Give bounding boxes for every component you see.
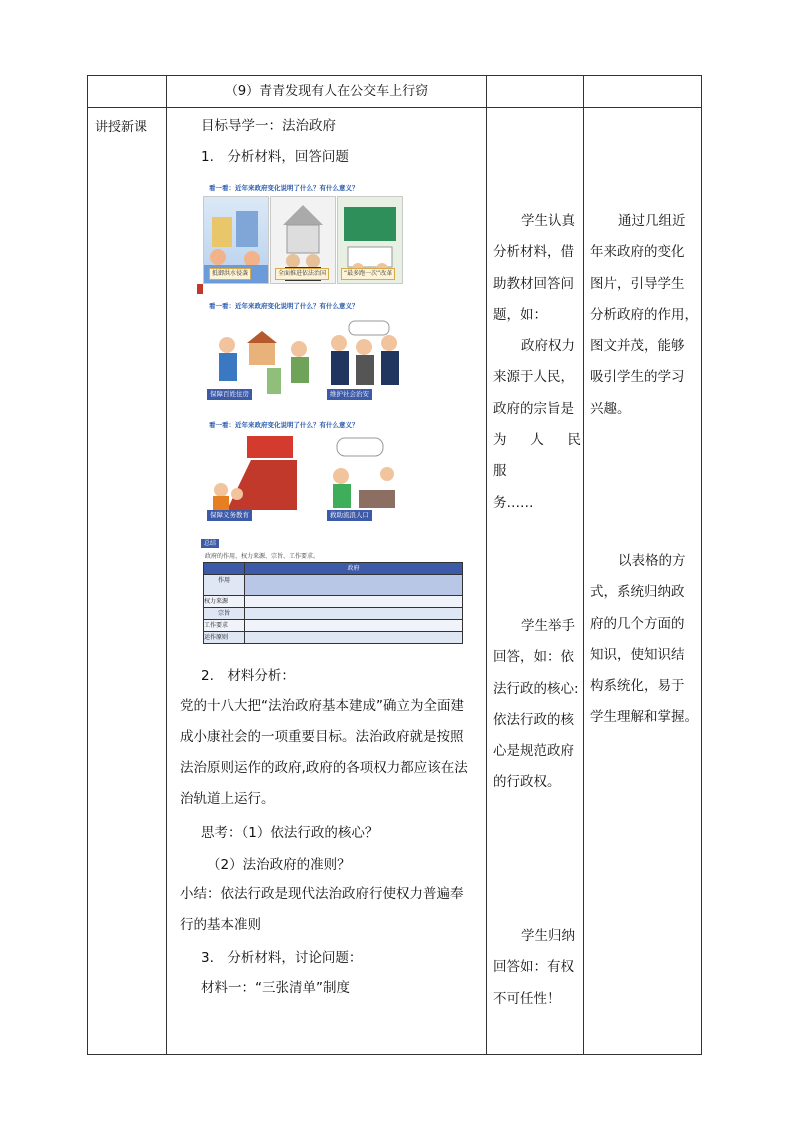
student-block-2	[493, 611, 581, 799]
figure-question-2: 看一看：近年来政府变化说明了什么？有什么意义？	[209, 302, 359, 310]
student-line: 不可任性！	[493, 990, 561, 1007]
think-question-1: 思考：（1）依法行政的核心？	[201, 825, 379, 841]
caption-2-2: 维护社会治安	[327, 389, 372, 400]
student-line: 心是规范政府	[493, 743, 574, 760]
caption-3-1: 保障义务教育	[207, 510, 252, 521]
design-block-2	[590, 546, 700, 734]
header-empty-cell	[88, 76, 167, 108]
caption-1-1: 抵御洪水侵袭	[209, 268, 251, 280]
material-paragraph	[180, 691, 474, 815]
design-line: 知识，使知识结	[590, 646, 685, 663]
header-empty-cell	[584, 76, 702, 108]
student-line: 政府权力	[521, 338, 575, 355]
design-line: 式，系统归纳政	[590, 584, 685, 601]
design-line: 图片，引导学生	[590, 275, 685, 292]
item-3: 3. 分析材料，讨论问题：	[201, 950, 363, 966]
caption-1-2: 全面推进依法治国	[275, 268, 329, 280]
summary-text: 政府的作用、权力来源、宗旨、工作要求。	[205, 553, 320, 560]
material-1: 材料一：“三张清单”制度	[201, 980, 350, 996]
design-line: 分析政府的作用，	[590, 306, 698, 323]
header-title: （9）青青发现有人在公交车上行窃	[224, 84, 429, 99]
teaching-row	[88, 108, 702, 1055]
design-line: 府的几个方面的	[590, 615, 685, 632]
summary-row-label: 运作原则	[204, 632, 245, 644]
item-2: 2. 材料分析：	[201, 668, 295, 684]
item-1: 1. 分析材料，回答问题	[201, 149, 349, 165]
caption-2-1: 保障百姓住房	[207, 389, 252, 400]
table-header-row	[88, 76, 702, 108]
student-line: 学生举手	[521, 618, 575, 634]
student-line: 学生归纳	[521, 928, 575, 944]
summary-row-label: 作用	[204, 575, 245, 596]
student-block-1	[493, 206, 595, 519]
caption-1-3: “最多跑一次”改革	[341, 268, 395, 280]
student-line: 来源于人民，	[493, 369, 574, 386]
student-line: 法行政的核心:	[493, 680, 579, 697]
design-intent-cell	[584, 108, 702, 1055]
student-line: 题，如：	[493, 306, 547, 323]
summary-tag: 总结	[201, 539, 219, 548]
material-paragraph-text: 党的十八大把“法治政府基本建成”确立为全面建成小康社会的一项重要目标。法治政府就是按照法治原则运作的政府,政府的各项权力都应该在法治轨道上运行。	[180, 698, 468, 807]
section-label: 讲授新课	[88, 108, 167, 1055]
design-line: 兴趣。	[590, 400, 631, 417]
summary-paragraph-text: 小结：依法行政是现代法治政府行使权力普遍奉行的基本准则	[180, 886, 464, 933]
summary-table	[203, 562, 463, 644]
teaching-content-cell	[167, 108, 487, 1055]
design-block-1	[590, 206, 700, 425]
student-line: 依法行政的核	[493, 711, 574, 728]
goal-heading: 目标导学一：法治政府	[201, 118, 336, 134]
header-title-cell	[167, 76, 487, 108]
summary-row-label: 宗旨	[204, 608, 245, 620]
design-line: 年来政府的变化	[590, 244, 685, 261]
design-line: 学生理解和掌握。	[590, 709, 698, 726]
lesson-plan-table	[87, 75, 702, 1055]
student-line: 政府的宗旨是	[493, 400, 574, 417]
decor-flag-icon	[197, 284, 203, 294]
design-line: 吸引学生的学习	[590, 369, 685, 386]
student-line: 助教材回答问	[493, 275, 574, 292]
summary-row-label: 工作要求	[204, 620, 245, 632]
student-line: 回答如：有权	[493, 959, 574, 976]
design-line: 以表格的方	[618, 553, 686, 569]
design-line: 通过几组近	[618, 213, 686, 229]
student-line: 学生认真	[521, 213, 575, 229]
student-line: 为 人 民 服	[493, 432, 595, 480]
student-block-3	[493, 921, 581, 1015]
header-empty-cell	[487, 76, 584, 108]
summary-table-head: 政府	[245, 563, 463, 575]
student-activity-cell	[487, 108, 595, 1055]
student-line: 分析材料，借	[493, 244, 574, 261]
student-line: 务……	[493, 494, 534, 511]
design-line: 图文并茂，能够	[590, 338, 685, 355]
student-line: 的行政权。	[493, 774, 561, 791]
figure-question-3: 看一看：近年来政府变化说明了什么？有什么意义？	[209, 421, 359, 429]
figure-question-1: 看一看：近年来政府变化说明了什么？有什么意义？	[209, 184, 359, 192]
material-figure	[167, 108, 487, 668]
summary-paragraph	[180, 879, 474, 941]
student-line: 回答，如：依	[493, 649, 574, 666]
summary-row-label: 权力来源	[204, 596, 245, 608]
caption-3-2: 救助流浪人口	[327, 510, 372, 521]
design-line: 构系统化，易于	[590, 678, 685, 695]
think-question-2: （2）法治政府的准则？	[207, 857, 351, 873]
